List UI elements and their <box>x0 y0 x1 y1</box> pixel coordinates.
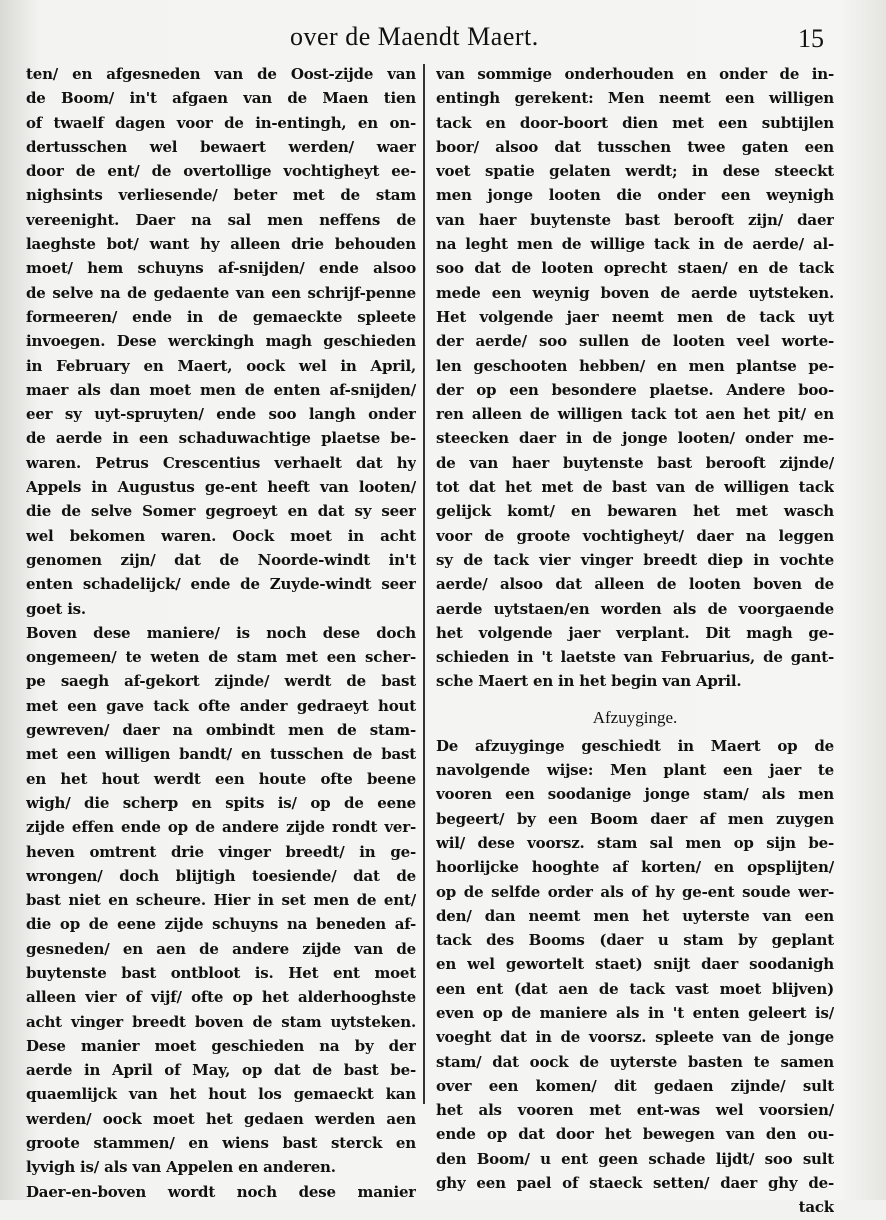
running-head <box>0 18 886 58</box>
text-line: die op de eene zijde schuyns na beneden af- <box>26 915 416 934</box>
text-line: begeert/ by een Boom daer af men zuygen <box>436 809 834 828</box>
text-line: navolgende wijse: Men plant een jaer te <box>436 761 834 780</box>
text-line: tot dat het met de bast van de willigen tack <box>436 478 834 497</box>
text-line: ghy een pael of staeck setten/ daer ghy de- <box>436 1174 834 1193</box>
text-line: wrongen/ doch blijtigh toesiende/ dat de <box>26 866 416 885</box>
text-line: zijde effen ende op de andere zijde rondt ver- <box>26 818 416 837</box>
text-line: na leght men de willige tack in de aerde/ al- <box>436 235 834 254</box>
text-line: lyvigh is/ als van Appelen en anderen. <box>26 1158 336 1177</box>
text-line: bast niet en scheure. Hier in set men de ent/ <box>26 891 416 910</box>
text-line: der aerde/ soo sullen de looten veel worte- <box>436 332 834 351</box>
catchword: tack <box>798 1198 834 1217</box>
text-line: ende op dat door het bewegen van den ou- <box>436 1125 834 1144</box>
text-line: wigh/ die scherp en spits is/ op de eene <box>26 793 416 812</box>
text-line: soo dat de looten oprecht staen/ en de tack <box>436 259 834 278</box>
text-line: genomen zijn/ dat de Noorde-windt in't <box>26 550 416 569</box>
text-line: acht vinger breedt boven de stam uytsteken. <box>26 1012 416 1031</box>
text-line: aerde uytstaen/en worden als de voorgaende <box>436 599 834 618</box>
text-line: een ent (dat aen de tack vast moet blijven) <box>436 979 834 998</box>
text-line: entingh gerekent: Men neemt een willigen <box>436 89 834 108</box>
text-line: Dese manier moet geschieden na by der <box>26 1036 416 1055</box>
text-line: over een komen/ dit gedaen zijnde/ sult <box>436 1076 834 1095</box>
right-column-text-upper <box>436 62 834 694</box>
text-line: laeghste bot/ want hy alleen drie behouden <box>26 235 416 254</box>
text-line: buytenste bast ontbloot is. Het ent moet <box>26 963 416 982</box>
text-line: hoorlijcke hooghte af korten/ en opsplijten/ <box>436 858 834 877</box>
text-line: eer sy uyt-spruyten/ ende soo langh onder <box>26 405 416 424</box>
section-heading: Afzuyginge. <box>592 707 678 727</box>
text-line: sy de tack vier vinger breedt diep in vochte <box>436 550 834 569</box>
text-line: werden/ oock moet het gedaen werden aen <box>26 1109 416 1128</box>
text-line: van sommige onderhouden en onder de in- <box>436 65 834 83</box>
text-line: tack en door-boort dien met een subtijlen <box>436 113 834 132</box>
text-line: Boven dese maniere/ is noch dese doch <box>26 623 416 642</box>
text-line: boor/ alsoo dat tusschen twee gaten een <box>436 137 834 156</box>
text-line: den/ dan neemt men het uyterste van een <box>436 906 834 925</box>
text-line: den Boom/ u ent geen schade lijdt/ soo sult <box>436 1149 834 1168</box>
text-line: de Boom/ in't afgaen van de Maen tien <box>26 89 416 108</box>
text-line: heven omtrent drie vinger breedt/ in ge- <box>26 842 416 861</box>
text-line: even op de maniere als in 't enten geleert is/ <box>436 1003 834 1022</box>
text-line: Het volgende jaer neemt men de tack uyt <box>436 307 834 326</box>
text-line: wil/ dese voorsz. stam sal men op sijn be- <box>436 833 834 852</box>
text-line: ongemeen/ te weten de stam met een scher- <box>26 648 416 667</box>
text-line: met een gave tack ofte ander gedraeyt hout <box>26 696 416 715</box>
text-line: en het hout werdt een houte ofte beene <box>26 769 416 788</box>
text-line: de aerde in een schaduwachtige plaetse be- <box>26 429 416 448</box>
text-line: het als vooren met ent-was wel voorsien/ <box>436 1101 834 1120</box>
page-number: 15 <box>798 24 824 53</box>
running-title: over de Maendt Maert. <box>290 22 539 51</box>
text-line: alleen vier of vijf/ ofte op het alderhooghste <box>26 988 416 1007</box>
text-line: of twaelf dagen voor de in-entingh, en on- <box>26 113 416 132</box>
text-line: gesneden/ en aen de andere zijde van de <box>26 939 416 958</box>
text-line: het volgende jaer verplant. Dit magh ge- <box>436 623 834 642</box>
text-line: mede een weynig boven de aerde uytsteken. <box>436 283 834 302</box>
text-line: men jonge looten die onder een weynigh <box>436 186 834 205</box>
text-line: vereenight. Daer na sal men neffens de <box>26 210 416 229</box>
text-line: steecken daer in de jonge looten/ onder me- <box>436 429 834 448</box>
text-line: van haer buytenste bast berooft zijn/ daer <box>436 210 834 229</box>
text-line: ren alleen de willigen tack tot aen het pit/ en <box>436 405 834 424</box>
text-line: de selve na de gedaente van een schrijf-penne <box>26 283 416 302</box>
text-line: voet spatie gelaten werdt; in dese steeckt <box>436 162 834 181</box>
text-line: enten schadelijck/ ende de Zuyde-windt seer <box>26 575 416 594</box>
text-line: aerde in April of May, op dat de bast be- <box>26 1061 416 1080</box>
text-line: gelijck komt/ en bewaren het met wasch <box>436 502 834 521</box>
text-line: Daer-en-boven wordt noch dese manier <box>26 1182 416 1201</box>
text-line: sche Maert en in het begin van April. <box>436 672 742 691</box>
text-line: voeght dat in de voorsz. spleete van de jonge <box>436 1028 834 1047</box>
text-line: in February en Maert, oock wel in April, <box>26 356 416 375</box>
text-line: Appels in Augustus ge-ent heeft van looten/ <box>26 478 416 497</box>
text-line: aerde/ alsoo dat alleen de looten boven de <box>436 575 834 594</box>
right-column <box>436 62 834 1220</box>
text-line: quaemlijck van het hout los gemaeckt kan <box>26 1085 416 1104</box>
column-rule <box>423 64 425 1104</box>
text-line: groote stammen/ en wiens bast sterck en <box>26 1134 416 1153</box>
text-line: die de selve Somer gegroeyt en dat sy seer <box>26 502 416 521</box>
text-line: met een willigen bandt/ en tusschen de bast <box>26 745 416 764</box>
text-line: gewreven/ daer na ombindt men de stam- <box>26 721 416 740</box>
right-column-text-lower <box>436 734 834 1196</box>
left-column <box>26 62 416 1204</box>
text-line: wel bekomen waren. Oock moet in acht <box>26 526 416 545</box>
text-line: formeeren/ ende in de gemaeckte spleete <box>26 307 416 326</box>
text-line: der op een besondere plaetse. Andere boo- <box>436 380 834 399</box>
text-line: door de ent/ de overtollige vochtigheyt ee- <box>26 162 416 181</box>
text-line: schieden in 't laetste van Februarius, de gant- <box>436 648 834 667</box>
text-line: ten/ en afgesneden van de Oost-zijde van <box>26 65 416 83</box>
text-line: tack des Booms (daer u stam by geplant <box>436 931 834 950</box>
text-line: voor de groote vochtigheyt/ daer na leggen <box>436 526 834 545</box>
text-line: waren. Petrus Crescentius verhaelt dat hy <box>26 453 416 472</box>
text-line: pe saegh af-gekort zijnde/ werdt de bast <box>26 672 416 691</box>
text-line: invoegen. Dese werckingh magh geschieden <box>26 332 416 351</box>
text-line: stam/ dat oock de uyterste basten te samen <box>436 1052 834 1071</box>
text-line: de van haer buytenste bast berooft zijnde/ <box>436 453 834 472</box>
text-line: op de selfde order als of hy ge-ent soude wer- <box>436 882 834 901</box>
text-line: vooren een soodanige jonge stam/ als men <box>436 785 834 804</box>
text-line: goet is. <box>26 599 86 618</box>
text-line: dertusschen wel bewaert werden/ waer <box>26 137 416 156</box>
text-line: De afzuyginge geschiedt in Maert op de <box>436 736 834 755</box>
text-line: maer als dan moet men de enten af-snijden/ <box>26 380 416 399</box>
text-line: en wel gewortelt staet) snijt daer soodanigh <box>436 955 834 974</box>
text-line: nighsints verliesende/ beter met de stam <box>26 186 416 205</box>
text-line: moet/ hem schuyns af-snijden/ ende alsoo <box>26 259 416 278</box>
text-line: len geschooten hebben/ en men plantse pe- <box>436 356 834 375</box>
